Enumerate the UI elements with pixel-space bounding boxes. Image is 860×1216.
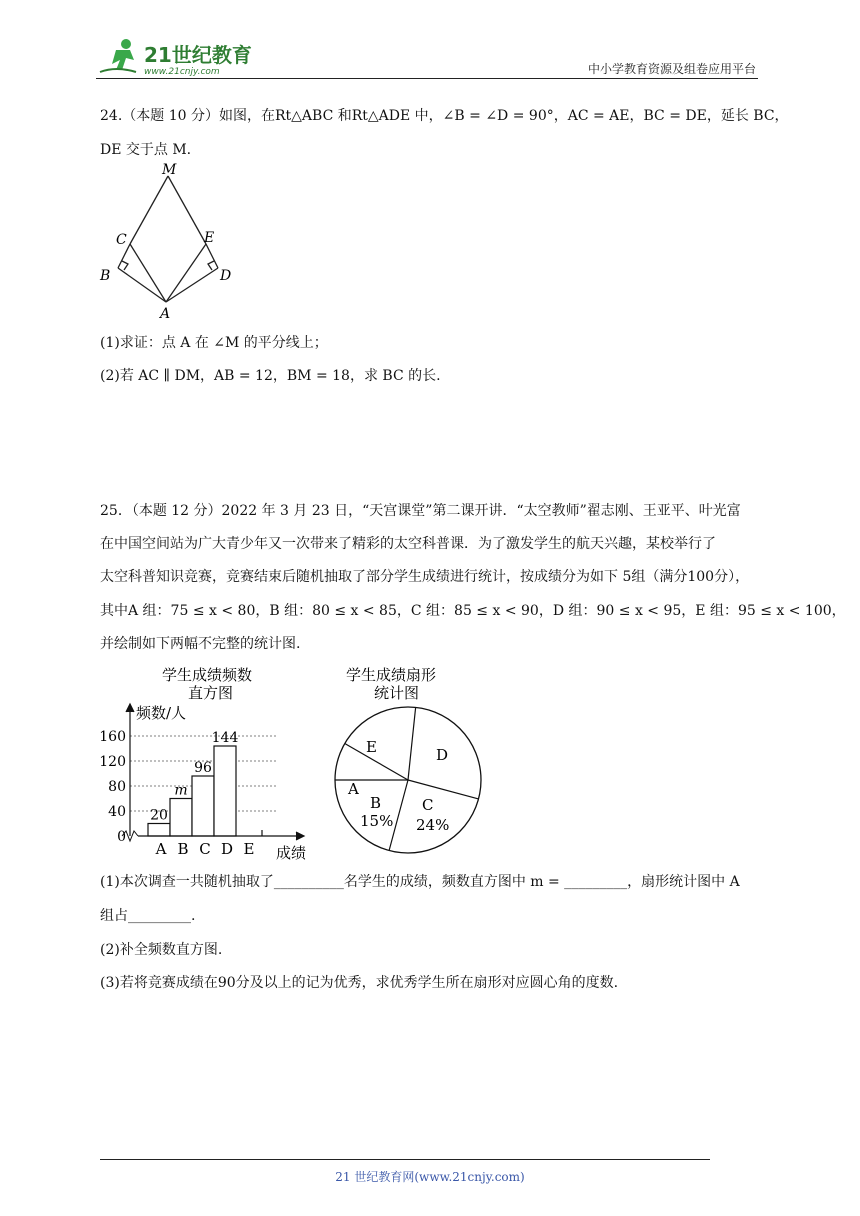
q25-sub3: (3)若将竞赛成绩在90分及以上的记为优秀，求优秀学生所在扇形对应圆心角的度数. (100, 975, 619, 991)
hist-ylabel: 频数/人 (136, 704, 187, 722)
q25-sub1-line1: (1)本次调查一共随机抽取了__________名学生的成绩，频数直方图中 m = _________，扇形统计图中 A (100, 874, 740, 890)
hist-xtick-A: A (155, 840, 167, 858)
hist-xtick-E: E (243, 840, 255, 858)
q24-sub1: (1)求证：点 A 在 ∠M 的平分线上； (100, 335, 328, 351)
hist-bar-label-C: 96 (194, 760, 212, 776)
hist-bar-C (192, 776, 214, 836)
q25-stem-line5: 并绘制如下两幅不完整的统计图. (100, 636, 301, 652)
footer-text: 21 世纪教育网(www.21cnjy.com) (335, 1170, 525, 1184)
pie-title-line2: 统计图 (374, 684, 420, 702)
q25-stem-line1: 25．（本题 12 分）2022 年 3 月 23 日，“天宫课堂”第二课开讲．“太空教师”翟志刚、王亚平、叶光富 (100, 503, 741, 519)
pie-slice-label-A: A (348, 780, 359, 798)
hist-bar-A (148, 824, 170, 837)
hist-ytick-label: 40 (108, 804, 126, 820)
q25-sub2: (2)补全频数直方图. (100, 942, 223, 958)
q25-stem-line4: 其中A 组：75 ≤ x < 80，B 组：80 ≤ x < 85，C 组：85 ≤ x < 90，D 组：90 ≤ x < 95，E 组：95 ≤ x < 100， (100, 603, 846, 619)
logo-url: www.21cnjy.com (144, 67, 220, 77)
logo (96, 36, 266, 82)
label-B: B (100, 268, 111, 284)
hist-bar-label-D: 144 (211, 730, 239, 746)
q24-sub2: (2)若 AC ∥ DM，AB = 12，BM = 18，求 BC 的长. (100, 368, 441, 384)
pie-title-line1: 学生成绩扇形 (346, 666, 437, 684)
label-C: C (116, 232, 127, 248)
label-A: A (160, 306, 171, 320)
q24-figure (94, 160, 244, 324)
hist-title-line1: 学生成绩频数 (162, 666, 253, 684)
hist-ytick-label: 80 (108, 779, 126, 795)
histogram-chart (100, 660, 320, 869)
hist-ytick-label: 160 (100, 729, 126, 745)
logo-text: 21世纪教育 (144, 43, 252, 67)
q24-stem-line2: DE 交于点 M. (100, 142, 192, 158)
hist-xtick-B: B (177, 840, 189, 858)
header-platform-name: 中小学教育资源及组卷应用平台 (587, 62, 756, 76)
hist-bar-label-A: 20 (150, 807, 168, 824)
pie-slice-label-D: D (436, 746, 449, 764)
pie-slice-label-E: E (366, 738, 377, 756)
runner-icon (100, 39, 136, 72)
hist-xtick-C: C (199, 840, 211, 858)
footer-divider (100, 1159, 710, 1160)
q25-stem-line2: 在中国空间站为广大青少年又一次带来了精彩的太空科普课．为了激发学生的航天兴趣，某校举行了 (100, 536, 716, 552)
hist-xtick-D: D (220, 840, 234, 858)
q25-stem-line3: 太空科普知识竞赛，竞赛结束后随机抽取了部分学生成绩进行统计，按成绩分为如下 5组（满分100分）， (100, 569, 750, 585)
hist-ytick-label: 120 (100, 754, 126, 770)
q24-stem-line1: 24.（本题 10 分）如图，在Rt△ABC 和Rt△ADE 中，∠B = ∠D = 90°，AC = AE，BC = DE，延长 BC， (100, 108, 789, 124)
label-D: D (220, 268, 232, 284)
hist-ytick-label: 0 (117, 829, 126, 845)
hist-bar-B (170, 799, 192, 837)
hist-bar-D (214, 746, 236, 836)
label-M: M (162, 162, 177, 178)
pie-slice-label-B: B (370, 794, 382, 812)
label-E: E (204, 230, 215, 246)
hist-xlabel: 成绩 (276, 844, 307, 862)
pie-chart (330, 660, 490, 864)
hist-title-line2: 直方图 (188, 684, 234, 702)
hist-bar-label-B: m (174, 782, 188, 799)
header-divider (96, 78, 758, 79)
pie-slice-percent-C: 24% (416, 816, 450, 834)
q25-sub1-line2: 组占_________. (100, 908, 196, 924)
pie-slice-label-C: C (422, 796, 434, 814)
pie-slice-percent-B: 15% (360, 812, 394, 830)
